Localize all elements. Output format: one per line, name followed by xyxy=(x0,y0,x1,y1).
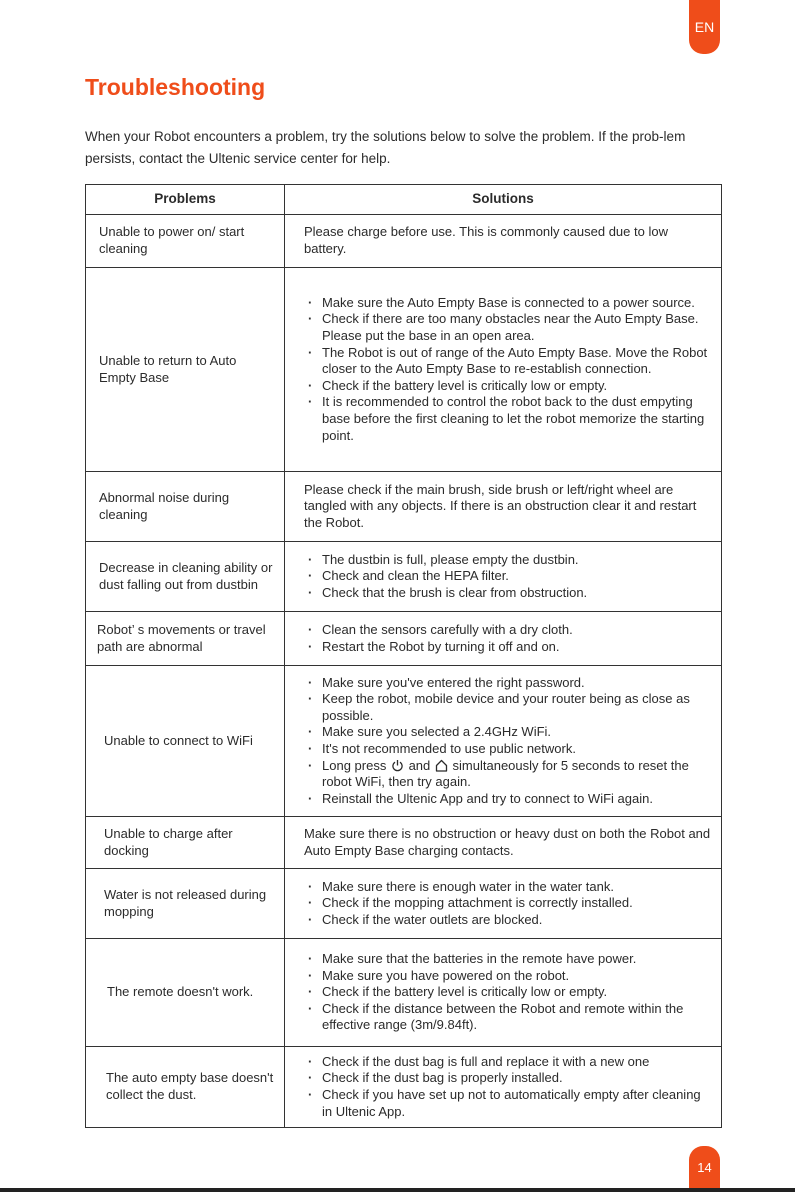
problem-cell: Decrease in cleaning ability or dust falling out from dustbin xyxy=(86,542,285,612)
page-number: 14 xyxy=(697,1159,712,1175)
problem-cell: Unable to charge after docking xyxy=(86,817,285,869)
simultaneously-text: simultaneously for 5 seconds to reset the robot WiFi, then try again. xyxy=(322,757,689,790)
list-item: · Check if the battery level is critically low or empty. xyxy=(304,984,711,1001)
list-item: · Make sure that the batteries in the remote have power. xyxy=(304,951,711,968)
troubleshooting-table xyxy=(85,184,722,1128)
solution-cell: Make sure there is no obstruction or heavy dust on both the Robot and Auto Empty Base charging contacts. xyxy=(285,817,722,869)
solution-list xyxy=(304,951,711,1034)
page-title: Troubleshooting xyxy=(85,74,266,100)
problem-cell: Unable to return to Auto Empty Base xyxy=(86,268,285,472)
language-label: EN xyxy=(694,19,715,35)
bottom-rule xyxy=(0,1188,795,1192)
problem-cell: Abnormal noise during cleaning xyxy=(86,472,285,542)
long-press-text: Long press xyxy=(322,757,387,773)
list-item: · Check if there are too many obstacles near the Auto Empty Base. Please put the base in an open area. xyxy=(304,311,711,344)
list-item xyxy=(304,758,711,791)
solution-list xyxy=(304,1054,711,1120)
solution-list xyxy=(304,879,711,929)
list-item: · It is recommended to control the robot back to the dust empyting base before the first cleaning to let the robot memorize the starting point. xyxy=(304,394,711,444)
list-item: · Check and clean the HEPA filter. xyxy=(304,568,711,585)
table-row xyxy=(86,869,722,939)
list-item: · Check that the brush is clear from obstruction. xyxy=(304,585,711,602)
and-text: and xyxy=(408,757,431,773)
problem-cell: Unable to power on/ start cleaning xyxy=(86,215,285,268)
list-item: · Check if the dust bag is properly installed. xyxy=(304,1070,711,1087)
table-row xyxy=(86,817,722,869)
language-tab xyxy=(689,0,720,54)
list-item: · Clean the sensors carefully with a dry cloth. xyxy=(304,622,711,639)
solution-list xyxy=(304,552,711,602)
problem-cell: Robot’ s movements or travel path are abnormal xyxy=(86,612,285,666)
list-item: · Restart the Robot by turning it off and on. xyxy=(304,639,711,656)
table-row xyxy=(86,542,722,612)
solution-cell xyxy=(285,869,722,939)
problem-cell: The auto empty base doesn't collect the dust. xyxy=(86,1047,285,1128)
solution-list xyxy=(304,295,711,444)
problems-header: Problems xyxy=(86,185,285,215)
list-item: · Reinstall the Ultenic App and try to connect to WiFi again. xyxy=(304,791,711,808)
table-row xyxy=(86,666,722,817)
solutions-header: Solutions xyxy=(285,185,722,215)
table-header-row xyxy=(86,185,722,215)
problem-cell: The remote doesn't work. xyxy=(86,939,285,1047)
list-item: · Make sure there is enough water in the water tank. xyxy=(304,879,711,896)
table-row xyxy=(86,1047,722,1128)
solution-cell xyxy=(285,666,722,817)
list-item: · Make sure the Auto Empty Base is connected to a power source. xyxy=(304,295,711,312)
list-item: · Keep the robot, mobile device and your router being as close as possible. xyxy=(304,691,711,724)
solution-cell xyxy=(285,612,722,666)
list-item: · Check if the distance between the Robot and remote within the effective range (3m/9.84ft). xyxy=(304,1001,711,1034)
power-icon xyxy=(391,759,404,772)
table-row xyxy=(86,472,722,542)
solution-cell xyxy=(285,542,722,612)
page-number-badge xyxy=(689,1146,720,1188)
list-item: · The dustbin is full, please empty the dustbin. xyxy=(304,552,711,569)
list-item: · Check if the mopping attachment is correctly installed. xyxy=(304,895,711,912)
list-item: · Make sure you have powered on the robot. xyxy=(304,968,711,985)
solution-list xyxy=(304,622,711,655)
table-row xyxy=(86,268,722,472)
table-row xyxy=(86,215,722,268)
list-item: · Check if the water outlets are blocked. xyxy=(304,912,711,929)
solution-list xyxy=(304,675,711,808)
problem-cell: Water is not released during mopping xyxy=(86,869,285,939)
problem-cell: Unable to connect to WiFi xyxy=(86,666,285,817)
home-icon xyxy=(435,759,448,772)
table-row xyxy=(86,612,722,666)
list-item: · The Robot is out of range of the Auto Empty Base. Move the Robot closer to the Auto Empty Base to re-establish connection. xyxy=(304,345,711,378)
solution-cell xyxy=(285,1047,722,1128)
list-item: · Check if you have set up not to automatically empty after cleaning in Ultenic App. xyxy=(304,1087,711,1120)
solution-cell: Please charge before use. This is commonly caused due to low battery. xyxy=(285,215,722,268)
list-item: · Make sure you've entered the right password. xyxy=(304,675,711,692)
list-item: · Check if the dust bag is full and replace it with a new one xyxy=(304,1054,711,1071)
intro-text: When your Robot encounters a problem, try the solutions below to solve the problem. If the prob-lem persists, contact the Ultenic service center for help. xyxy=(85,129,686,166)
list-item: · Make sure you selected a 2.4GHz WiFi. xyxy=(304,724,711,741)
solution-cell xyxy=(285,939,722,1047)
list-item: · It's not recommended to use public network. xyxy=(304,741,711,758)
solution-cell xyxy=(285,268,722,472)
table-row xyxy=(86,939,722,1047)
solution-cell: Please check if the main brush, side brush or left/right wheel are tangled with any objects. If there is an obstruction clear it and restart the Robot. xyxy=(285,472,722,542)
list-item: · Check if the battery level is critically low or empty. xyxy=(304,378,711,395)
